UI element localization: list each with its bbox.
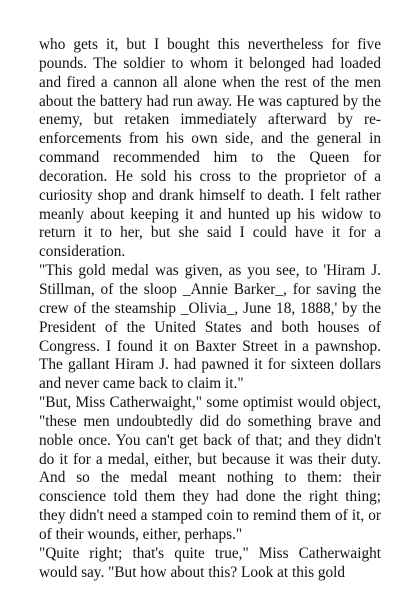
paragraph-3: "But, Miss Catherwaight," some optimist would object, "these men undoubtedly did do something brave and noble once. You can't get back of that; and they didn't do it for a medal, either, but because it was their duty. And so the medal meant nothing to them: their conscience told them they had done the right thing; they didn't need a stamped coin to remind them of it, or of their wounds, either, perhaps." xyxy=(39,394,381,543)
paragraph-4: "Quite right; that's quite true," Miss Catherwaight would say. "But how about this? Look at this gold xyxy=(39,544,381,581)
paragraph-2: "This gold medal was given, as you see, to 'Hiram J. Stillman, of the sloop _Annie Barker_, for saving the crew of the steamship _Olivia_, June 18, 1888,' by the President of the United States and both houses of Congress. I found it on Baxter Street in a pawnshop. The gallant Hiram J. had pawned it for sixteen dollars and never came back to claim it." xyxy=(39,262,381,393)
paragraph-1: who gets it, but I bought this nevertheless for five pounds. The soldier to whom it belonged had loaded and fired a cannon all alone when the rest of the men about the battery had run away. He was captured by the enemy, but retaken immediately afterward by re-enforcements from his own side, and the general in command recommended him to the Queen for decoration. He sold his cross to the proprietor of a curiosity shop and drank himself to death. I felt rather meanly about keeping it and hunted up his widow to return it to her, but she said I could have it for a consideration. xyxy=(39,36,381,261)
